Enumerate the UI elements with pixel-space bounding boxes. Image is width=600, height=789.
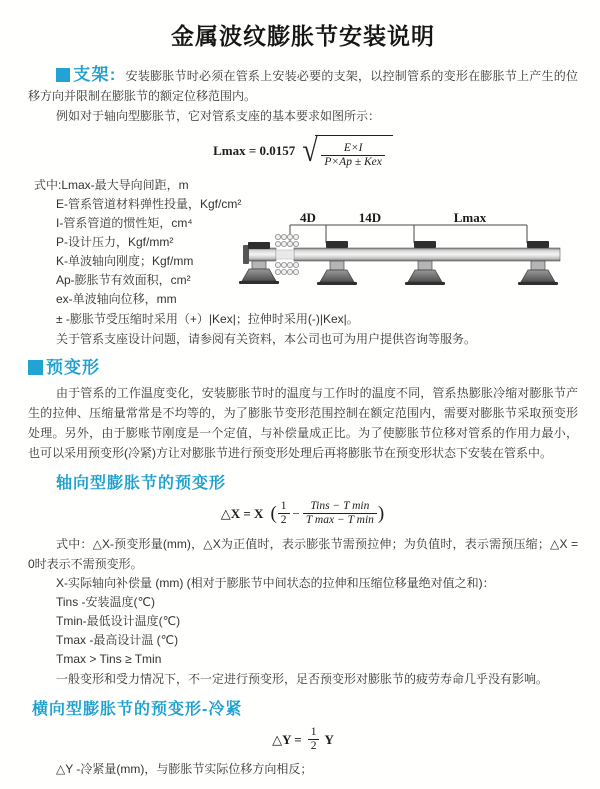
axial-closing-note: 一般变形和受力情况下，不一定进行预变形，足否预变形对膨胀节的疲劳寿命几乎没有影响。: [56, 672, 549, 686]
definition-line: I-管系管道的惯性矩，cm⁴: [56, 216, 193, 230]
guide-support: [518, 241, 558, 285]
bellows-body: [276, 250, 294, 259]
support-example-line: 例如对于轴向型膨胀节，它对管系支座的基本要求如图所示：: [56, 109, 381, 123]
radical-sign-icon: √: [302, 133, 319, 169]
half-numerator: 1: [310, 726, 317, 738]
definition-line: P-设计压力，Kgf/mm²: [56, 235, 174, 249]
axial-item: Tmin-最低设计温度(℃): [56, 614, 181, 628]
formula-lmax-numerator: E×I: [343, 142, 363, 154]
guide-spacing-formula: [28, 133, 578, 169]
close-paren: ): [377, 502, 385, 524]
formula-lmax-denominator: P×Ap ± Kex: [321, 155, 385, 169]
support-intro-text: 安装膨胀节时必须在管系上安装必要的支架，以控制管系的变形在膨胀节上产生的位移方向并限制在膨胀节的额定位移范围内。: [28, 69, 578, 103]
minus-sign: −: [292, 505, 300, 521]
kex-sign-note: ± -膨胀节受压缩时采用（+）|Kex|；拉伸时采用(-)|Kex|。: [56, 312, 359, 326]
predeform-section-header: [28, 358, 578, 379]
lateral-predeform-formula: [28, 726, 578, 753]
open-paren: (: [270, 502, 277, 524]
half-denominator: 2: [278, 513, 290, 527]
service-note: 关于管系支座设计问题，请参阅有关资料，本公司也可为用户提供咨询等服务。: [56, 332, 477, 346]
axial-item: Tins -安装温度(℃): [56, 595, 156, 609]
formula-lmax-lhs: Lmax = 0.0157: [213, 143, 296, 158]
temp-fraction-numerator: Tins − T min: [310, 500, 370, 512]
formula-dy-lhs: △Y =: [272, 731, 302, 747]
pipe-main: [294, 248, 560, 261]
half-numerator: 1: [280, 500, 287, 512]
radical-body: [315, 135, 393, 169]
definition-line: E-管系管道材料弹性投量，Kgf/cm²: [56, 197, 242, 211]
pipe-stub: [246, 248, 276, 261]
support-section-heading: 支架:: [73, 65, 117, 84]
pipe-support-diagram: [238, 210, 590, 306]
axial-item: X-实际轴向补偿量 (mm) (相对于膨胀节中间状态的拉伸和压缩位移量绝对值之和)：: [56, 576, 495, 590]
lateral-note: △Y -冷紧量(mm)，与膨胀节实际位移方向相反；: [56, 762, 313, 776]
support-intro-paragraph: [28, 65, 578, 106]
axial-predeform-heading: 轴向型膨胀节的预变形: [56, 475, 227, 492]
half-denominator: 2: [308, 739, 320, 753]
dim-label-4d: 4D: [300, 210, 316, 225]
section-marker-square: [56, 68, 70, 82]
axial-item: Tmax -最高设计温 (℃): [56, 633, 179, 647]
definitions-block: [28, 176, 578, 309]
temp-fraction-denominator: T max − T min: [303, 513, 377, 527]
definition-line: ex-单波轴向位移，mm: [56, 292, 177, 306]
guide-support: [405, 241, 445, 285]
definition-line: 式中:Lmax-最大导向间距，m: [34, 178, 189, 192]
formula-dy-rhs: Y: [324, 731, 334, 747]
formula-dx-lhs: △X = X: [220, 505, 264, 521]
guide-support: [317, 241, 357, 285]
section-marker-square: [28, 360, 43, 375]
lateral-predeform-heading: 横向型膨胀节的预变形-冷紧: [32, 701, 243, 718]
dim-label-lmax: Lmax: [453, 210, 487, 225]
axial-explain-paragraph: 式中：△X-预变形量(mm)，△X为正值时，表示膨张节需预拉伸；为负值时，表示需预压缩；△X = 0时表示不需预变形。: [28, 537, 578, 571]
dimension-lines: [290, 225, 527, 246]
dim-label-14d: 14D: [358, 210, 382, 225]
definition-line: Ap-膨胀节有效面积，cm²: [56, 273, 191, 287]
axial-item: Tmax > Tins ≥ Tmin: [56, 652, 162, 666]
bottom-whitespace: [28, 779, 578, 789]
page-title: 金属波纹膨胀节安装说明: [171, 23, 435, 49]
predeform-body-paragraph: 由于管系的工作温度变化，安装膨胀节时的温度与工作时的温度不同，管系热膨胀冷缩对膨胀节产生的拉伸、压缩量常常是不均等的，为了膨胀节变形范围控制在额定范围内，需要对膨胀节采取预变形处理。另外，由于膨账节刚度是一个定值，与补偿量成正比。为了使膨胀节位移对管系的作用力最小，也可以采用预变形(冷紧)方让对膨胀节进行预变形处理后再将膨胀节在预变形状态下安装在管系中。: [28, 386, 578, 460]
definition-line: K-单波轴向刚度；Kgf/mm: [56, 254, 194, 268]
predeform-section-heading: 预变形: [46, 358, 100, 377]
axial-predeform-formula: [28, 500, 578, 527]
